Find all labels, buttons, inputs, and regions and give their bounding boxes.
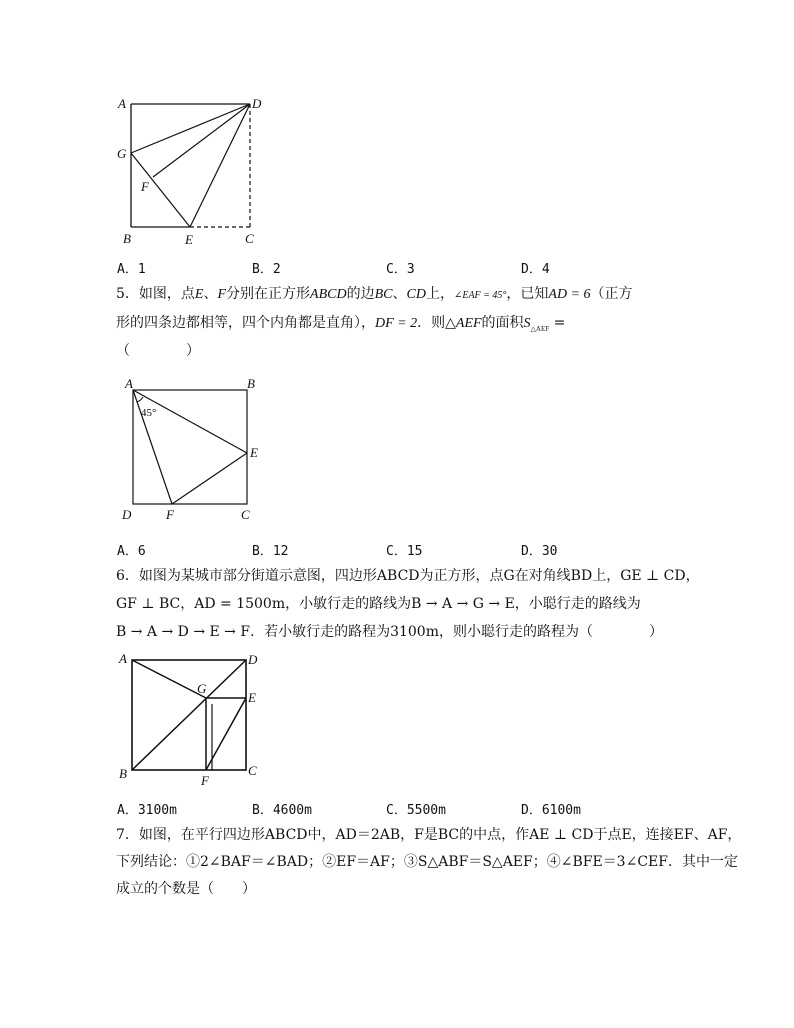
label-g: G <box>117 146 127 161</box>
label-d: D <box>248 652 258 667</box>
q6-option-b: B．4600m <box>252 803 312 818</box>
label-d: D <box>122 507 132 522</box>
figure-square-agfe <box>110 92 270 252</box>
q5-option-b: B．12 <box>252 544 289 559</box>
segment-dg <box>131 104 250 153</box>
label-a: A <box>118 96 126 111</box>
label-a: A <box>119 651 127 666</box>
q5-line-3: （ ） <box>116 343 200 359</box>
label-b: B <box>247 376 255 391</box>
q6-option-c: C．5500m <box>386 803 446 818</box>
segment-ae <box>133 390 247 453</box>
q6-option-d: D．6100m <box>521 803 581 818</box>
q7-line-1: 7．如图，在平行四边形ABCD中，AD＝2AB，F是BC的中点，作AE ⊥ CD于点E，连接EF、AF， <box>116 827 742 843</box>
q6-line-3: B → A → D → E → F．若小敏行走的路程为3100m，则小聪行走的路程为（ ） <box>116 624 663 640</box>
q5-option-a: A．6 <box>117 544 146 559</box>
label-e: E <box>250 445 258 460</box>
label-c: C <box>245 231 254 246</box>
label-f: F <box>201 773 209 788</box>
q5-option-d: D．30 <box>521 544 558 559</box>
label-f: F <box>166 507 174 522</box>
q4-option-d: D．4 <box>521 262 550 277</box>
figure-square-aef <box>115 372 275 532</box>
segment-de <box>190 104 250 227</box>
angle-arc <box>137 397 143 402</box>
q5-option-c: C．15 <box>386 544 423 559</box>
q6-line-2: GF ⊥ BC，AD = 1500m，小敏行走的路线为B → A → G → E，小聪行走的路线为 <box>116 596 641 612</box>
q4-option-c: C．3 <box>386 262 415 277</box>
segment-ef <box>172 453 247 504</box>
segment-ge <box>131 153 190 227</box>
segment-ag <box>132 660 206 698</box>
q7-line-2: 下列结论：①2∠BAF＝∠BAD；②EF＝AF；③S△ABF＝S△AEF；④∠BFE＝3∠CEF．其中一定 <box>116 854 738 870</box>
diagonal-bd <box>132 660 246 770</box>
label-angle-45: 45° <box>141 407 157 419</box>
q4-option-a: A．1 <box>117 262 146 277</box>
segment-df <box>153 104 250 177</box>
q7-line-3: 成立的个数是（ ） <box>116 881 256 897</box>
label-c: C <box>241 507 250 522</box>
label-b: B <box>123 231 131 246</box>
q6-option-a: A．3100m <box>117 803 177 818</box>
q5-line-1: 5．如图，点E、F分别在正方形ABCD的边BC、CD上，∠EAF = 45°，已知AD = 6（正方 <box>116 286 633 302</box>
figure-street-map <box>114 648 274 793</box>
label-e: E <box>185 232 193 247</box>
q6-line-1: 6．如图为某城市部分街道示意图，四边形ABCD为正方形，点G在对角线BD上，GE ⊥ CD， <box>116 568 700 584</box>
label-e: E <box>248 690 256 705</box>
label-c: C <box>248 763 257 778</box>
label-g: G <box>197 681 207 696</box>
q5-line-2: 形的四条边都相等，四个内角都是直角），DF = 2．则△AEF的面积$S_{\triangle AEF}$ = <box>116 315 566 333</box>
label-a: A <box>125 376 133 391</box>
label-f: F <box>141 179 149 194</box>
q4-option-b: B．2 <box>252 262 281 277</box>
label-b: B <box>119 766 127 781</box>
label-d: D <box>252 96 262 111</box>
